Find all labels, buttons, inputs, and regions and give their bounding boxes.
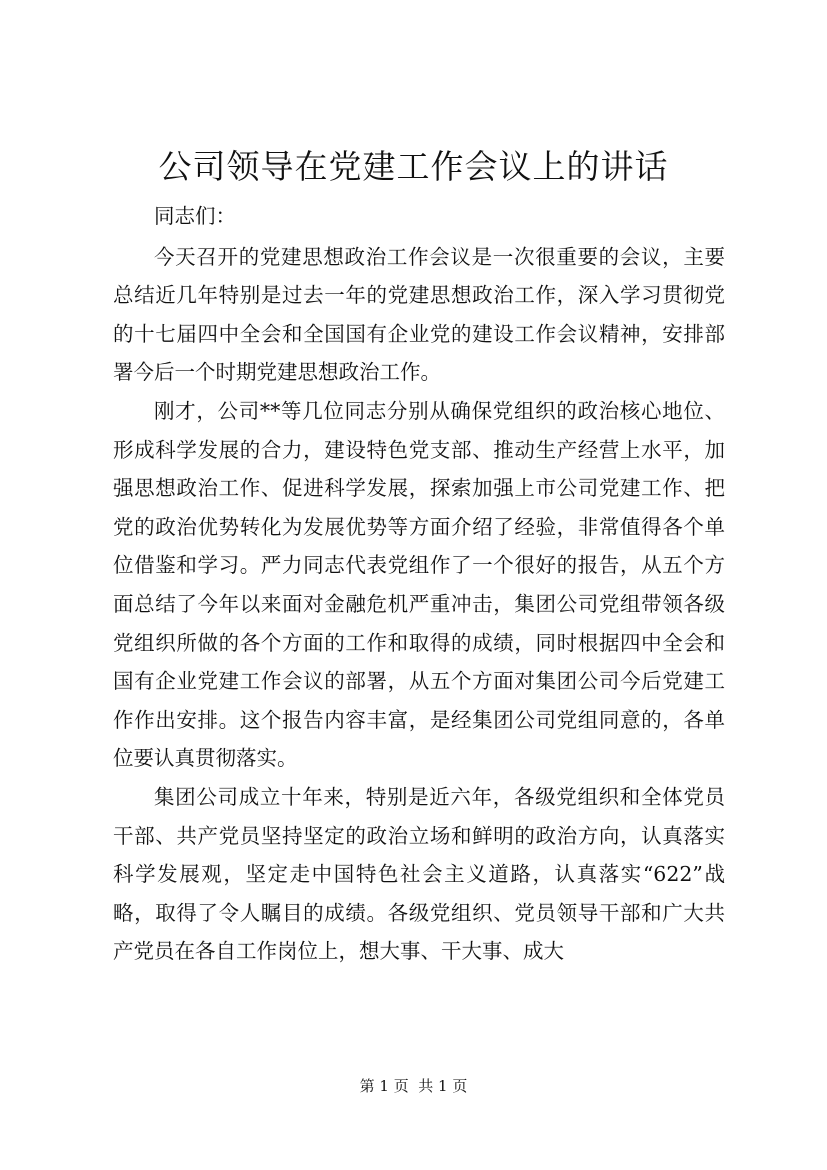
document-title: 公司领导在党建工作会议上的讲话 [158,147,669,186]
document-body [113,197,725,971]
paragraph-2: 刚才，公司**等几位同志分别从确保党组织的政治核心地位、形成科学发展的合力，建设特色党支部、推动生产经营上水平，加强思想政治工作、促进科学发展，探索加强上市公司党建工作、把党的政治优势转化为发展优势等方面介绍了经验，非常值得各个单位借鉴和学习。严力同志代表党组作了一个很好的报告，从五个方面总结了今年以来面对金融危机严重冲击，集团公司党组带领各级党组织所做的各个方面的工作和取得的成绩，同时根据四中全会和国有企业党建工作会议的部署，从五个方面对集团公司今后党建工作作出安排。这个报告内容丰富，是经集团公司党组同意的，各单位要认真贯彻落实。 [113,398,725,771]
page-number: 第 1 页 共 1 页 [359,1077,468,1095]
paragraph-1: 今天召开的党建思想政治工作会议是一次很重要的会议，主要总结近几年特别是过去一年的党建思想政治工作，深入学习贯彻党的十七届四中全会和全国国有企业党的建设工作会议精神，安排部署今后一个时期党建思想政治工作。 [113,244,725,385]
paragraph-3: 集团公司成立十年来，特别是近六年，各级党组织和全体党员干部、共产党员坚持坚定的政治立场和鲜明的政治方向，认真落实科学发展观，坚定走中国特色社会主义道路，认真落实“622”战略，取得了令人瞩目的成绩。各级党组织、党员领导干部和广大共产党员在各自工作岗位上，想大事、干大事、成大 [113,784,725,964]
salutation: 同志们： [154,204,236,228]
page-footer [0,1076,827,1096]
